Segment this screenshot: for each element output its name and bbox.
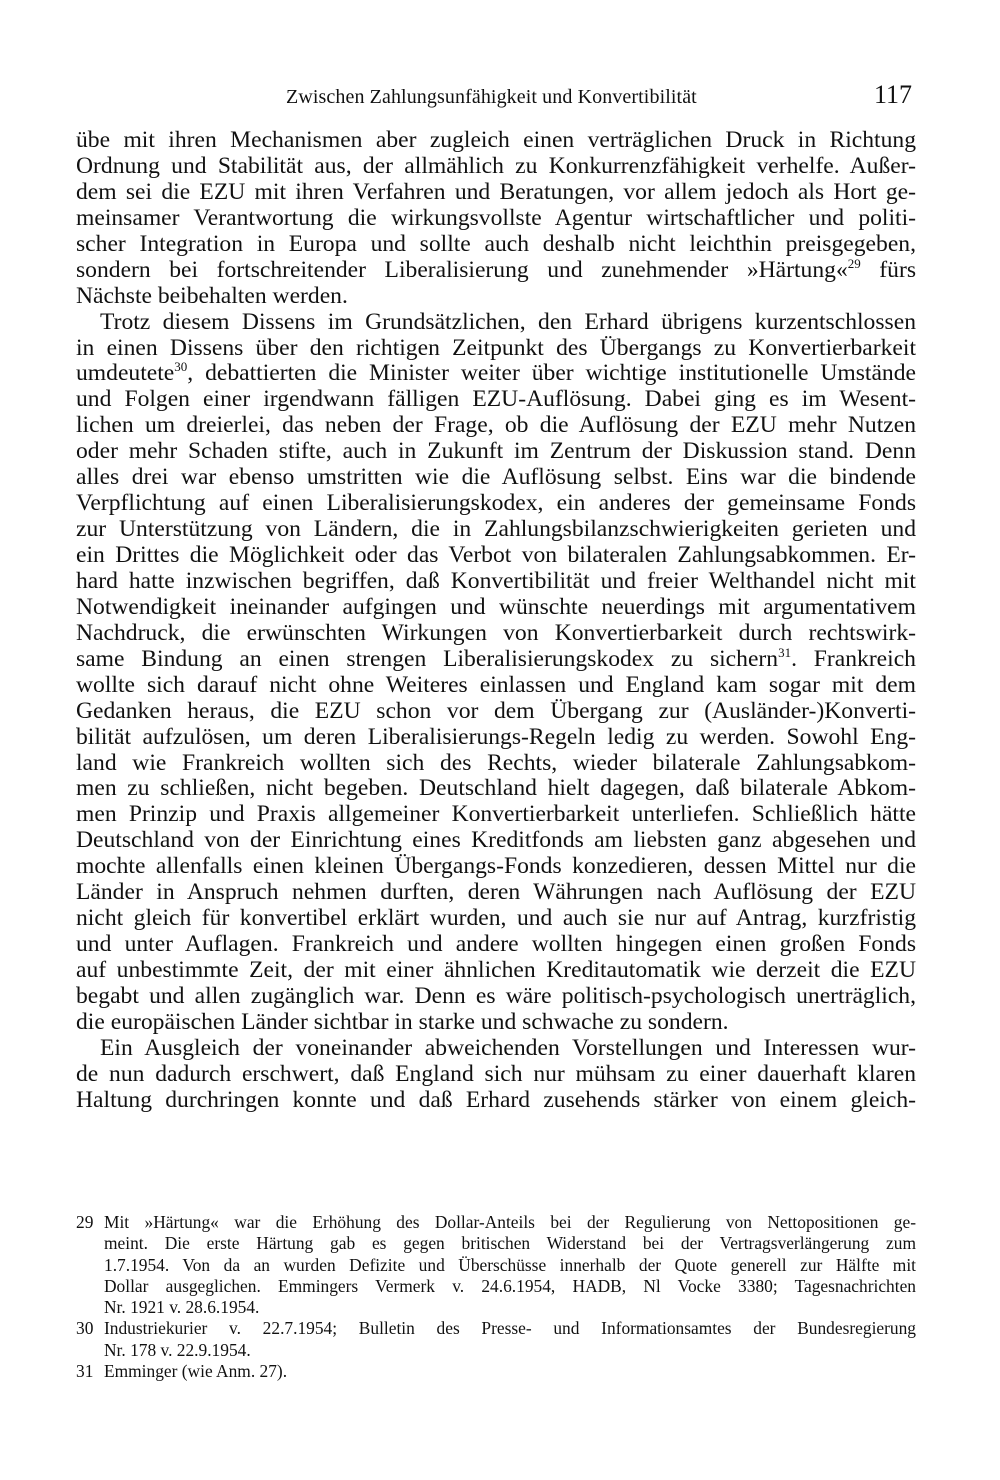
text-line: Ordnung und Stabilität aus, der allmählich zu Konkurrenzfähigkeit verhelfe. Außer- [76,152,916,179]
text-line: men Prinzip und Praxis allgemeiner Konvertierbarkeit unterliefen. Schließlich hätte [76,801,916,828]
text-line: bilität aufzulösen, um deren Liberalisierungs-Regeln ledig zu werden. Sowohl Eng- [76,723,916,750]
text-line: Trotz diesem Dissens im Grundsätzlichen, den Erhard übrigens kurzentschlossen [100,308,916,335]
text-line: men zu schließen, nicht begeben. Deutschland hielt dagegen, daß bilaterale Abkom- [76,775,916,802]
running-head [76,80,916,114]
text-line: Gedanken heraus, die EZU schon vor dem Übergang zur (Ausländer-)Konverti- [76,697,916,724]
text-line: Notwendigkeit ineinander aufgingen und wünschte neuerdings mit argumentativem [76,593,916,620]
text-line: übe mit ihren Mechanismen aber zugleich einen verträglichen Druck in Richtung [76,127,916,153]
text-line: zur Unterstützung von Ländern, die in Zahlungsbilanzschwierigkeiten gerieten und [76,516,916,543]
text-line: und unter Auflagen. Frankreich und andere wollten hingegen einen großen Fonds [76,931,916,958]
text-line: same Bindung an einen strengen Liberalisierungskodex zu sichern$^{31}$. Frankreich [76,644,916,672]
text-line: nicht gleich für konvertibel erklärt wurden, und auch sie nur auf Antrag, kurzfristig [76,905,916,932]
footnote-reference: 30 [174,359,188,375]
footnote-number: 29 [76,1212,94,1232]
footnote-line: Dollar ausgeglichen. Emmingers Vermerk v. 24.6.1954, HADB, Nl Vocke 3380; Tagesnachrichten [104,1275,916,1296]
text-line: Länder in Anspruch nehmen durften, deren Währungen nach Auflösung der EZU [76,879,916,906]
footnote-number: 31 [76,1361,94,1382]
text-line: Ein Ausgleich der voneinander abweichenden Vorstellungen und Interessen wur- [100,1034,916,1061]
text-line: ein Drittes die Möglichkeit oder das Verbot von bilateralen Zahlungsabkommen. Er- [76,542,916,568]
text-line: lichen um dreierlei, das neben der Frage, ob die Auflösung der EZU mehr Nutzen [76,412,916,439]
footnote-reference: 31 [778,644,792,660]
footnote-line: Mit »Härtung« war die Erhöhung des Dollar-Anteils bei der Regulierung von Nettopositionen ge- [104,1212,916,1232]
text-line: Deutschland von der Einrichtung eines Kreditfonds am liebsten ganz abgesehen und [76,827,916,854]
text-line: Verpflichtung auf einen Liberalisierungskodex, ein anderes der gemeinsame Fonds [76,490,916,517]
text-line: de nun dadurch erschwert, daß England sich nur mühsam zu einer dauerhaft klaren [76,1060,916,1087]
footnote [76,1318,916,1361]
page-number: 117 [873,80,912,109]
text-line: in einen Dissens über den richtigen Zeitpunkt des Übergangs zu Konvertierbarkeit [76,334,916,361]
footnote-line: Emminger (wie Anm. 27). [104,1361,288,1382]
text-line: auf unbestimmte Zeit, der mit einer ähnlichen Kreditautomatik wie derzeit die EZU [76,957,916,983]
text-line: hard hatte inzwischen begriffen, daß Konvertibilität und freier Welthandel nicht mit [76,567,916,594]
running-title: Zwischen Zahlungsunfähigkeit und Konvertibilität [286,86,697,108]
footnote-line: Industriekurier v. 22.7.1954; Bulletin des Presse- und Informationsamtes der Bundesregierung [104,1318,916,1339]
text-line: Nächste beibehalten werden. [76,282,348,309]
text-line: wollte sich darauf nicht ohne Weiteres einlassen und England kam sogar mit dem [76,671,916,698]
text-line: scher Integration in Europa und sollte auch deshalb nicht leichthin preisgegeben, [76,230,916,257]
footnote-number: 30 [76,1318,94,1339]
text-line: umdeutete$^{30}$, debattierten die Minister weiter über wichtige institutionelle Umstände [76,359,916,387]
footnotes [76,1212,916,1382]
text-line: oder mehr Schaden stifte, auch in Zukunft im Zentrum der Diskussion stand. Denn [76,438,916,465]
footnote [76,1361,916,1382]
text-line: begabt und allen zugänglich war. Denn es wäre politisch-psychologisch unerträglich, [76,982,916,1009]
text-line: meinsamer Verantwortung die wirkungsvollste Agentur wirtschaftlicher und politi- [76,204,916,231]
footnote-line: Nr. 1921 v. 28.6.1954. [104,1297,260,1318]
text-line: sondern bei fortschreitender Liberalisierung und zunehmender »Härtung«$^{29}$ fürs [76,255,917,283]
text-line: und Folgen einer irgendwann fälligen EZU-Auflösung. Dabei ging es im Wesent- [76,386,916,413]
footnote-line: 1.7.1954. Von da an wurden Defizite und Überschüsse innerhalb der Quote generell zur Hälfte mit [104,1254,916,1275]
text-line: Nachdruck, die erwünschten Wirkungen von Konvertierbarkeit durch rechtswirk- [76,619,916,646]
text-line: dem sei die EZU mit ihren Verfahren und Beratungen, vor allem jedoch als Hort ge- [76,178,916,205]
text-line: Haltung durchringen konnte und daß Erhard zusehends stärker von einem gleich- [76,1086,916,1113]
footnote-line: Nr. 178 v. 22.9.1954. [104,1339,251,1360]
footnote-reference: 29 [847,255,861,271]
text-line: land wie Frankreich wollten sich des Rechts, wieder bilaterale Zahlungsabkom- [76,749,916,776]
text-line: die europäischen Länder sichtbar in starke und schwache zu sondern. [76,1008,729,1035]
footnote-line: meint. Die erste Härtung gab es gegen britischen Widerstand bei der Vertragsverlängerung zum [104,1233,916,1254]
body-text [76,128,916,1114]
footnote [76,1212,916,1318]
text-line: mochte allenfalls einen kleinen Übergangs-Fonds konzedieren, dessen Mittel nur die [76,853,916,880]
text-line: alles drei war ebenso umstritten wie die Auflösung selbst. Eins war die bindende [76,464,916,491]
